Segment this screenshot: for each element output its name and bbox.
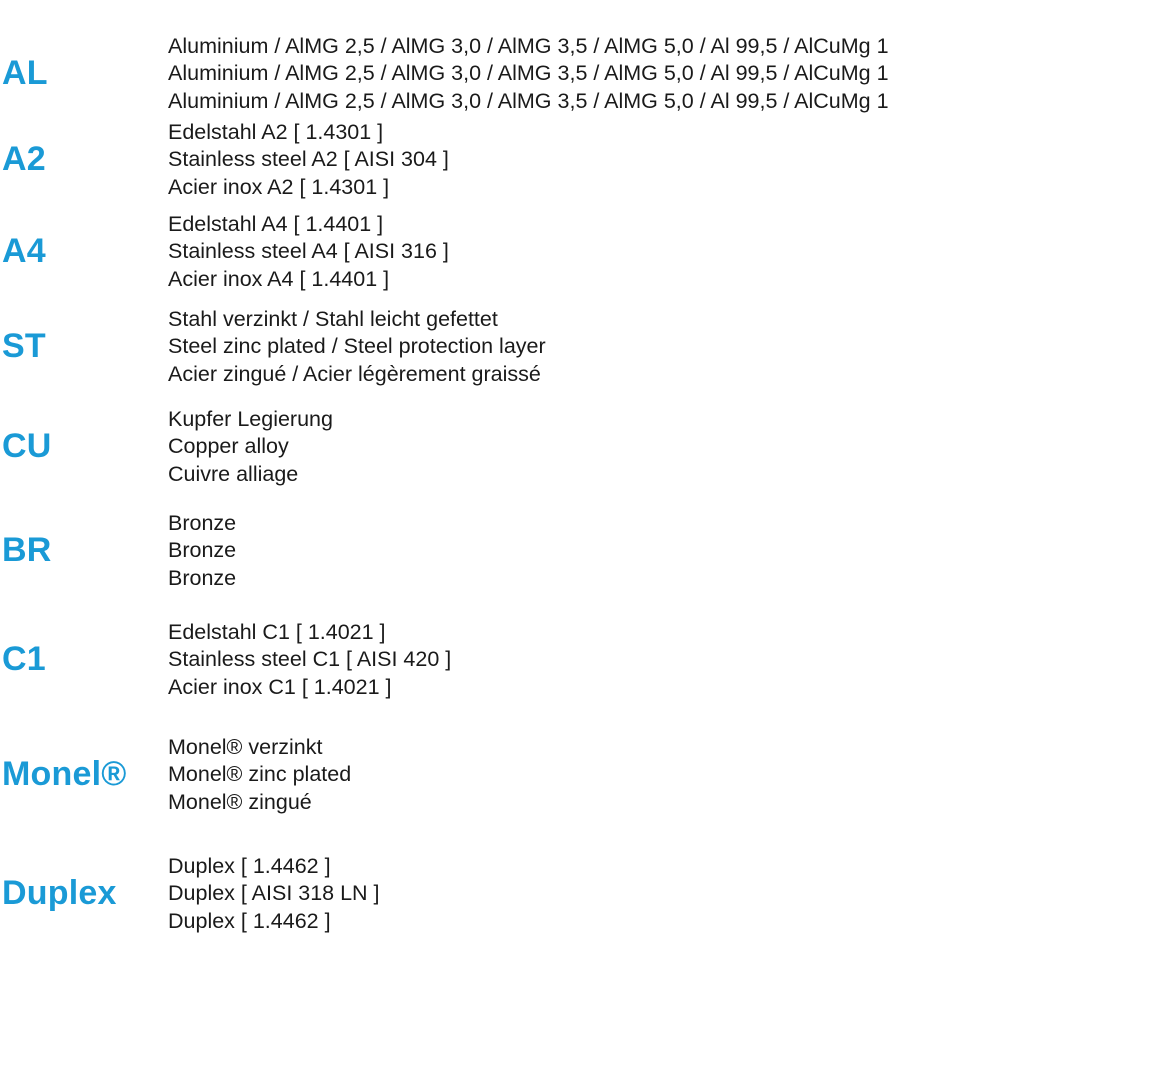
description-line-de: Edelstahl A2 [ 1.4301 ] — [168, 119, 384, 144]
material-code: ST — [2, 327, 46, 366]
material-code: A2 — [2, 140, 46, 179]
description-line-en: Stainless steel A2 [ AISI 304 ] — [168, 147, 449, 172]
description-line-en: Monel® zinc plated — [168, 762, 352, 787]
material-code: A4 — [2, 232, 46, 271]
description-line-de: Kupfer Legierung — [168, 406, 333, 431]
table-row — [0, 298, 1160, 396]
material-description — [168, 853, 1160, 936]
table-row — [0, 396, 1160, 498]
material-description — [168, 306, 1160, 389]
description-line-en: Stainless steel C1 [ AISI 420 ] — [168, 647, 452, 672]
description-line-fr: Aluminium / AlMG 2,5 / AlMG 3,0 / AlMG 3,5 / AlMG 5,0 / Al 99,5 / AlCuMg 1 — [168, 88, 889, 113]
description-line-en: Duplex [ AISI 318 LN ] — [168, 881, 380, 906]
material-code: C1 — [2, 640, 46, 679]
material-description — [168, 119, 1160, 202]
table-row — [0, 716, 1160, 834]
description-line-fr: Acier inox A2 [ 1.4301 ] — [168, 174, 390, 199]
material-description — [168, 619, 1160, 702]
description-line-en: Aluminium / AlMG 2,5 / AlMG 3,0 / AlMG 3,5 / AlMG 5,0 / Al 99,5 / AlCuMg 1 — [168, 61, 889, 86]
description-line-en: Bronze — [168, 538, 237, 563]
material-code: AL — [2, 54, 48, 93]
description-line-de: Aluminium / AlMG 2,5 / AlMG 3,0 / AlMG 3,5 / AlMG 5,0 / Al 99,5 / AlCuMg 1 — [168, 33, 889, 58]
material-description — [168, 33, 1160, 116]
description-line-en: Stainless steel A4 [ AISI 316 ] — [168, 239, 449, 264]
description-line-fr: Duplex [ 1.4462 ] — [168, 908, 331, 933]
table-row — [0, 834, 1160, 954]
table-row — [0, 114, 1160, 206]
description-line-de: Bronze — [168, 510, 237, 535]
description-line-fr: Bronze — [168, 565, 237, 590]
material-description — [168, 211, 1160, 294]
description-line-en: Copper alloy — [168, 434, 289, 459]
material-code: CU — [2, 427, 52, 466]
material-code: Monel® — [2, 755, 127, 794]
description-line-fr: Acier inox A4 [ 1.4401 ] — [168, 266, 390, 291]
description-line-de: Duplex [ 1.4462 ] — [168, 853, 331, 878]
description-line-de: Stahl verzinkt / Stahl leicht gefettet — [168, 306, 498, 331]
material-code: Duplex — [2, 874, 117, 913]
table-row — [0, 206, 1160, 298]
material-code: BR — [2, 531, 52, 570]
description-line-fr: Acier zingué / Acier légèrement graissé — [168, 361, 541, 386]
table-row — [0, 34, 1160, 114]
table-row — [0, 498, 1160, 604]
description-line-de: Monel® verzinkt — [168, 734, 323, 759]
description-line-en: Steel zinc plated / Steel protection layer — [168, 334, 546, 359]
material-description — [168, 406, 1160, 489]
material-description — [168, 510, 1160, 593]
material-description — [168, 734, 1160, 817]
table-row — [0, 604, 1160, 716]
description-line-fr: Acier inox C1 [ 1.4021 ] — [168, 674, 392, 699]
description-line-fr: Cuivre alliage — [168, 461, 299, 486]
description-line-de: Edelstahl A4 [ 1.4401 ] — [168, 211, 384, 236]
description-line-de: Edelstahl C1 [ 1.4021 ] — [168, 619, 386, 644]
description-line-fr: Monel® zingué — [168, 789, 312, 814]
